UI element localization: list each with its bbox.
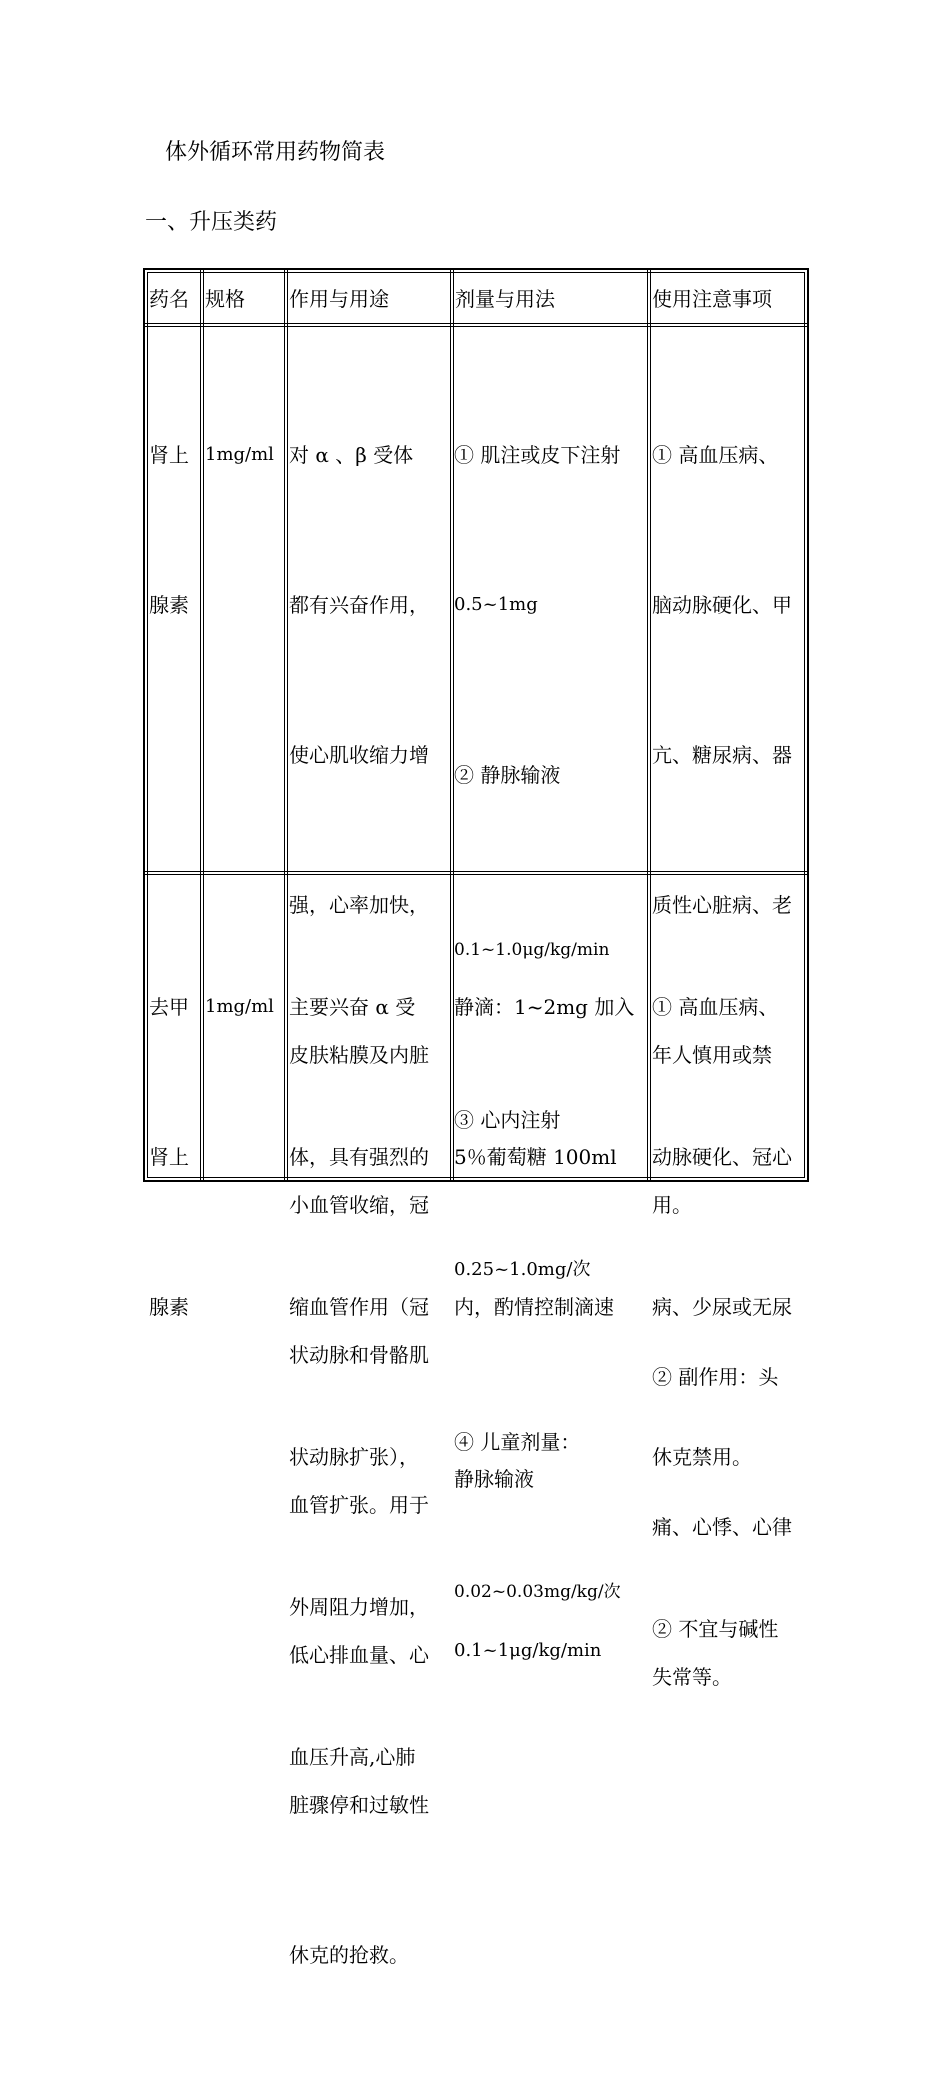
- col-divider: [287, 270, 288, 1180]
- row1-notes-line: 用。: [652, 1193, 692, 1217]
- row1-notes-line: 痛、心悸、心律: [652, 1515, 792, 1539]
- row1-dosage-line: 0.5~1mg: [454, 594, 538, 615]
- row2-dosage-line: 静滴：1~2mg 加入: [454, 995, 635, 1019]
- row2-notes-line: 休克禁用。: [652, 1445, 752, 1469]
- row1-notes-line: 脑动脉硬化、甲: [652, 593, 792, 617]
- row1-spec-line: 1mg/ml: [205, 444, 274, 465]
- row2-action-line: 血压升高,心肺: [289, 1745, 416, 1769]
- row2-notes: [652, 882, 792, 1754]
- row1-action-line: 脏骤停和过敏性: [289, 1793, 429, 1817]
- row1-notes-line: 亢、糖尿病、器: [652, 743, 792, 767]
- row1-dosage-line: ③ 心内注射: [454, 1108, 561, 1132]
- row1-notes-line: 年人慎用或禁: [652, 1043, 772, 1067]
- row1-action-line: 状动脉和骨骼肌: [289, 1343, 429, 1367]
- row2-action: [289, 882, 429, 1882]
- row2-name: [149, 882, 189, 1432]
- document-title: 体外循环常用药物简表: [165, 140, 386, 165]
- row2-dosage-line: 5％葡萄糖 100ml: [454, 1145, 617, 1169]
- row1-dosage-line: 0.1~1.0μg/kg/min: [454, 940, 610, 960]
- row1-action-line: 休克的抢救。: [289, 1943, 409, 1967]
- row1-dosage-line: ② 静脉输液: [454, 763, 561, 787]
- row1-spec: [205, 330, 274, 580]
- drug-table: [143, 268, 809, 1967]
- col-divider: [650, 270, 651, 1180]
- header-dosage: 剂量与用法: [455, 287, 555, 311]
- row-divider: [145, 326, 807, 327]
- row1-action-line: 皮肤粘膜及内脏: [289, 1043, 429, 1067]
- row2-notes-line: 动脉硬化、冠心: [652, 1145, 792, 1169]
- header-notes: 使用注意事项: [652, 287, 772, 311]
- row2-action-line: 主要兴奋 α 受: [289, 995, 416, 1019]
- col-divider: [647, 270, 648, 1180]
- row2-dosage-line: 内，酌情控制滴速: [454, 1295, 614, 1319]
- row2-action-line: 体，具有强烈的: [289, 1145, 429, 1169]
- row1-action-line: 血管扩张。用于: [289, 1493, 429, 1517]
- header-name: 药名: [149, 287, 189, 311]
- header-spec: 规格: [205, 287, 245, 311]
- row1-name: [149, 330, 189, 730]
- col-divider: [203, 270, 204, 1180]
- row-divider: [145, 323, 807, 324]
- row2-spec: [205, 882, 274, 1132]
- row2-name-line: 腺素: [149, 1295, 189, 1319]
- row1-action-line: 使心肌收缩力增: [289, 743, 429, 767]
- row1-dosage-line: 0.25~1.0mg/次: [454, 1259, 591, 1280]
- row1-notes-line: 质性心脏病、老: [652, 893, 792, 917]
- row2-action-line: 外周阻力增加，: [289, 1595, 429, 1619]
- row2-name-line: 肾上: [149, 1145, 189, 1169]
- section-heading: 一、升压类药: [145, 210, 278, 235]
- row2-action-line: 缩血管作用（冠: [289, 1295, 429, 1319]
- header-action: 作用与用途: [289, 287, 389, 311]
- col-divider: [450, 270, 451, 1180]
- row2-spec-line: 1mg/ml: [205, 996, 274, 1017]
- row2-notes-line: ① 高血压病、: [652, 995, 779, 1019]
- row1-notes-line: ① 高血压病、: [652, 443, 779, 467]
- row2-dosage-line: 静脉输液: [454, 1467, 534, 1491]
- row2-dosage-line: 0.1~1μg/kg/min: [454, 1640, 602, 1661]
- row1-dosage-line: ① 肌注或皮下注射: [454, 443, 621, 467]
- row1-action-line: 低心排血量、心: [289, 1643, 429, 1667]
- row2-notes-line: ② 不宜与碱性: [652, 1617, 779, 1641]
- row2-dosage: [454, 882, 634, 1776]
- row1-action-line: 对 α 、β 受体: [289, 443, 414, 467]
- row1-name-line: 肾上: [149, 443, 189, 467]
- col-divider: [200, 270, 201, 1180]
- row1-notes-line: ② 副作用：头: [652, 1365, 779, 1389]
- row2-notes-line: 病、少尿或无尿: [652, 1295, 792, 1319]
- col-divider: [284, 270, 285, 1180]
- row1-name-line: 腺素: [149, 593, 189, 617]
- row1-dosage-line: 0.02~0.03mg/kg/次: [454, 1582, 621, 1602]
- row1-action-line: 小血管收缩，冠: [289, 1193, 429, 1217]
- row1-dosage-line: ④ 儿童剂量：: [454, 1430, 581, 1454]
- row1-action-line: 强，心率加快，: [289, 893, 429, 917]
- row1-notes-line: 失常等。: [652, 1665, 732, 1689]
- row2-action-line: 状动脉扩张），: [289, 1445, 419, 1469]
- row1-action-line: 都有兴奋作用，: [289, 593, 429, 617]
- row2-name-line: 去甲: [149, 995, 189, 1019]
